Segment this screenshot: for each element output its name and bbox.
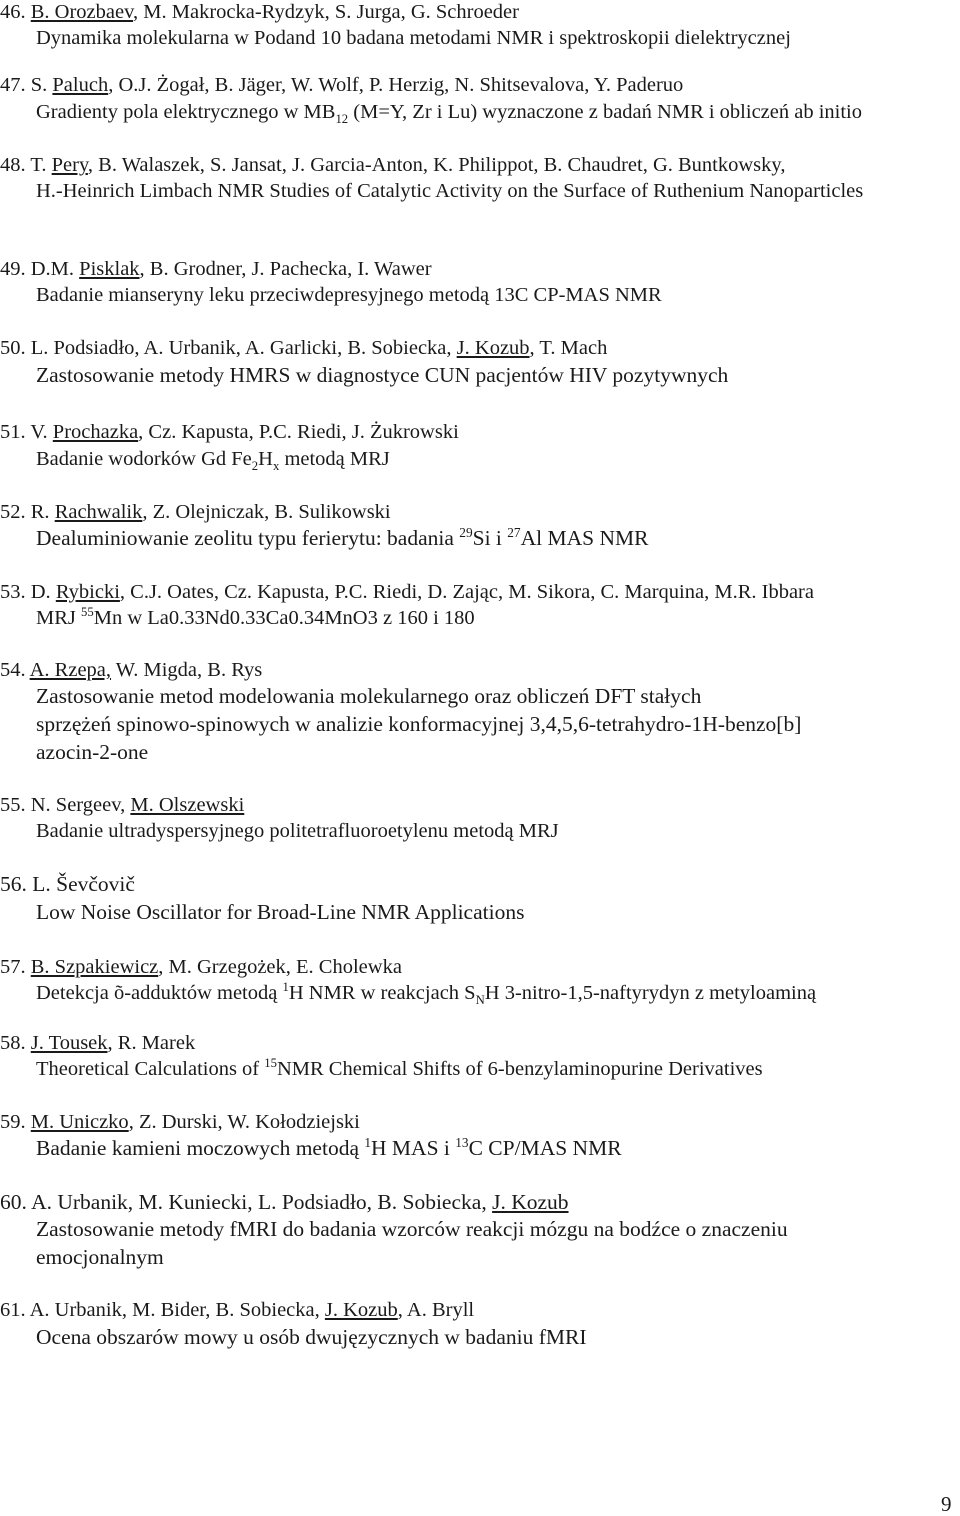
text-run: Dynamika molekularna w Podand 10 badana metodami NMR i spektroskopii dielektrycznej [36,27,791,49]
text-run: sprzężeń spinowo-spinowych w analizie konformacyjnej 3,4,5,6-tetrahydro-1H-benzo[b] [36,712,802,736]
text-run: H MAS i [371,1136,456,1160]
author-name-underlined: Prochazka [52,421,139,443]
text-run: H [258,448,273,470]
text-run: , Cz. Kapusta, P.C. Riedi, J. Żukrowski [138,421,459,443]
text-run: 59. [0,1111,31,1133]
reference-authors [0,2,519,23]
author-name-underlined: J. Tousek [30,1032,108,1054]
reference-authors [0,957,402,978]
author-name-underlined: Pery [51,154,88,176]
author-name-underlined: Rachwalik [54,501,143,523]
text-run: Gradienty pola elektrycznego w MB [36,101,336,123]
text-run: , R. Marek [107,1032,196,1054]
text-run: 56. L. Ševčovič [0,872,135,896]
text-run: , O.J. Żogał, B. Jäger, W. Wolf, P. Herzig, N. Shitsevalova, Y. Paderuo [108,74,684,96]
subscript: 12 [335,112,349,127]
superscript: 1 [364,1134,372,1150]
text-run: Badanie wodorków Gd Fe [36,448,252,470]
text-run: 54. [0,659,30,681]
page-number: 9 [941,1492,952,1516]
superscript: 13 [455,1134,469,1150]
text-run: Zastosowanie metod modelowania molekularnego oraz obliczeń DFT stałych [36,684,702,708]
reference-title [36,1219,788,1241]
text-run: Detekcja õ-adduktów metodą [36,982,283,1004]
author-name-underlined: M. Uniczko [30,1111,129,1133]
text-run: H 3-nitro-1,5-naftyrydyn z metyloaminą [484,982,817,1004]
text-run: azocin-2-one [36,740,149,764]
text-run: Mn w La0.33Nd0.33Ca0.34MnO3 z 160 i 180 [93,607,475,629]
superscript: 15 [264,1056,277,1071]
text-run: Si i [472,526,508,550]
text-run: , Z. Olejniczak, B. Sulikowski [142,501,391,523]
text-run: emocjonalnym [36,1245,164,1269]
author-name-underlined: J. Kozub [456,337,530,359]
text-run: Badanie ultradyspersyjnego politetrafluoroetylenu metodą MRJ [36,820,559,842]
reference-title [36,902,524,924]
reference-authors [0,582,814,603]
superscript: 27 [507,524,521,540]
reference-authors [0,259,432,280]
text-run: Dealuminiowanie zeolitu typu ferierytu: badania [36,526,460,550]
text-run: Theoretical Calculations of [36,1058,265,1080]
reference-title [36,1056,763,1080]
text-run: 52. R. [0,501,55,523]
reference-authors [0,155,785,176]
superscript: 29 [459,524,473,540]
text-run: MRJ [36,607,82,629]
reference-title [36,365,728,387]
reference-title [36,524,649,550]
text-run: , T. Mach [529,337,608,359]
text-run: H NMR w reakcjach S [288,982,476,1004]
reference-authors [0,660,262,681]
text-run: 46. [0,1,31,23]
reference-title [36,742,148,764]
reference-title [36,448,390,474]
reference-authors [0,502,391,523]
reference-title [36,285,662,306]
text-run: NMR Chemical Shifts of 6-benzylaminopurine Derivatives [276,1058,763,1080]
author-name-underlined: B. Orozbaev [30,1,134,23]
text-run: W. Migda, B. Rys [111,659,263,681]
text-run: , C.J. Oates, Cz. Kapusta, P.C. Riedi, D. Zając, M. Sikora, C. Marquina, M.R. Ibbara [119,581,814,603]
text-run: metodą MRJ [279,448,390,470]
text-run: , M. Grzegożek, E. Cholewka [158,956,402,978]
text-run: (M=Y, Zr i Lu) wyznaczone z badań NMR i obliczeń ab initio [348,101,863,123]
text-run: 60. A. Urbanik, M. Kuniecki, L. Podsiadło, B. Sobiecka, [0,1190,493,1214]
reference-authors [0,795,244,816]
reference-title [36,714,801,736]
text-run: 53. D. [0,581,56,603]
reference-title [36,101,863,127]
reference-title [36,980,817,1008]
subscript: x [272,459,280,474]
text-run: Zastosowanie metody fMRI do badania wzorców reakcji mózgu na bodźce o znaczeniu [36,1217,788,1241]
reference-title [36,686,701,708]
superscript: 1 [282,980,289,995]
text-run: 48. T. [0,154,52,176]
reference-authors [0,1033,195,1054]
author-name-underlined: Paluch [52,74,109,96]
text-run: 49. D.M. [0,258,80,280]
text-run: , M. Makrocka-Rydzyk, S. Jurga, G. Schroeder [133,1,519,23]
reference-title [36,605,475,629]
text-run: 57. [0,956,31,978]
reference-title [36,1247,164,1269]
subscript: N [475,993,485,1008]
text-run: C CP/MAS NMR [468,1136,622,1160]
reference-title [36,181,863,202]
reference-title [36,1134,622,1160]
text-run: 50. L. Podsiadło, A. Urbanik, A. Garlicki, B. Sobiecka, [0,337,457,359]
text-run: , B. Grodner, J. Pachecka, I. Wawer [139,258,432,280]
text-run: 51. V. [0,421,53,443]
reference-authors [0,1300,474,1321]
author-name-underlined: J. Kozub [492,1190,569,1214]
reference-authors [0,874,135,896]
text-run: , B. Walaszek, S. Jansat, J. Garcia-Anton, K. Philippot, B. Chaudret, G. Buntkowsky, [87,154,786,176]
reference-authors [0,75,683,96]
author-name-underlined: A. Rzepa, [29,659,112,681]
reference-authors [0,1192,569,1214]
text-run: H.-Heinrich Limbach NMR Studies of Catalytic Activity on the Surface of Ruthenium Nanoparticles [36,180,864,202]
text-run: Badanie kamieni moczowych metodą [36,1136,365,1160]
reference-authors [0,1112,360,1133]
text-run: 55. N. Sergeev, [0,794,131,816]
reference-authors [0,422,459,443]
author-name-underlined: M. Olszewski [130,794,245,816]
reference-authors [0,338,607,359]
text-run: 58. [0,1032,31,1054]
text-run: Ocena obszarów mowy u osób dwujęzycznych w badaniu fMRI [36,1325,587,1349]
author-name-underlined: B. Szpakiewicz [30,956,159,978]
text-run: Badanie mianseryny leku przeciwdepresyjnego metodą 13C CP-MAS NMR [36,284,662,306]
reference-title [36,821,559,842]
author-name-underlined: Rybicki [55,581,120,603]
text-run: 61. A. Urbanik, M. Bider, B. Sobiecka, [0,1299,325,1321]
text-run: 47. S. [0,74,53,96]
reference-title [36,28,791,49]
text-run: Zastosowanie metody HMRS w diagnostyce CUN pacjentów HIV pozytywnych [36,363,729,387]
text-run: Low Noise Oscillator for Broad-Line NMR Applications [36,900,525,924]
subscript: 2 [251,459,259,474]
reference-title [36,1327,587,1349]
text-run: , A. Bryll [397,1299,475,1321]
superscript: 55 [81,605,94,620]
author-name-underlined: Pisklak [79,258,140,280]
author-name-underlined: J. Kozub [324,1299,398,1321]
text-run: , Z. Durski, W. Kołodziejski [128,1111,360,1133]
text-run: Al MAS NMR [520,526,649,550]
